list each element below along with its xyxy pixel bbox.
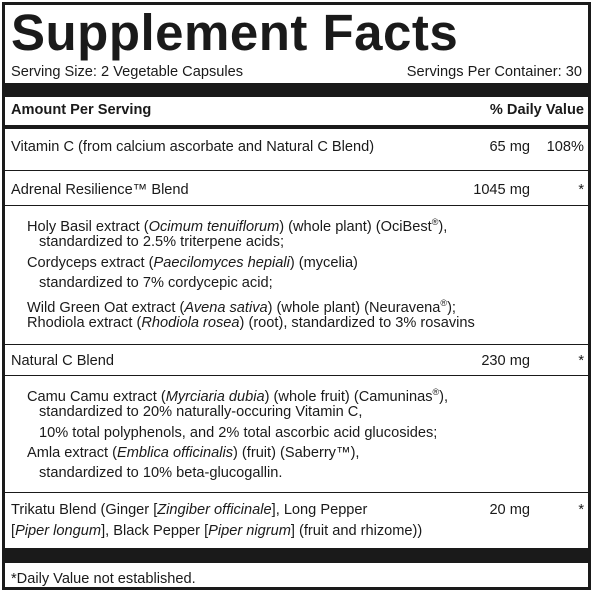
latin-name: Ocimum tenuiflorum <box>148 218 280 235</box>
ingredient-camu-camu-standard-2: 10% total polyphenols, and 2% total ascorbic acid glucosides; <box>39 424 438 441</box>
trikatu-line-1: Trikatu Blend (Ginger [Zingiber officinale], Long Pepper <box>11 502 368 518</box>
latin-name: Piper longum <box>15 523 102 539</box>
natural-c-dv: * <box>578 353 584 369</box>
ingredient-amla-standard: standardized to 10% beta-glucogallin. <box>39 465 283 482</box>
adrenal-blend-dv: * <box>578 182 584 198</box>
ingredient-rhodiola: Rhodiola extract (Rhodiola rosea) (root), standardized to 3% rosavins <box>27 315 475 332</box>
natural-c-amount: 230 mg <box>481 353 530 369</box>
serving-size: Serving Size: 2 Vegetable Capsules <box>11 64 244 80</box>
registered-mark: ® <box>431 217 439 227</box>
vitamin-c-amount: 65 mg <box>489 139 530 155</box>
divider <box>5 492 588 493</box>
ingredient-wild-green-oat: Wild Green Oat extract (Avena sativa) (whole plant) (Neuravena®); <box>27 298 456 317</box>
ingredient-holy-basil-standard: standardized to 2.5% triterpene acids; <box>39 234 284 251</box>
latin-name: Emblica officinalis <box>117 444 233 461</box>
latin-name: Rhodiola rosea <box>141 315 240 332</box>
divider <box>5 170 588 171</box>
latin-name: Piper nigrum <box>208 523 291 539</box>
ingredient-holy-basil: Holy Basil extract (Ocimum tenuiflorum) (whole plant) (OciBest®), <box>27 217 448 235</box>
natural-c-name: Natural C Blend <box>11 353 115 369</box>
ingredient-cordyceps-standard: standardized to 7% cordycepic acid; <box>39 274 273 291</box>
latin-name: Paecilomyces hepiali <box>153 254 290 271</box>
divider <box>5 375 588 376</box>
ingredient-cordyceps: Cordyceps extract (Paecilomyces hepiali) (mycelia) <box>27 254 358 271</box>
daily-value-header: % Daily Value <box>489 102 584 118</box>
header-divider <box>5 125 588 129</box>
trikatu-line-2: [Piper longum], Black Pepper [Piper nigrum] (fruit and rhizome)) <box>11 523 423 539</box>
latin-name: Zingiber officinale <box>157 502 272 518</box>
adrenal-blend-name: Adrenal Resilience™ Blend <box>11 182 189 198</box>
thick-divider-top <box>5 83 588 97</box>
registered-mark: ® <box>440 298 448 309</box>
divider <box>5 205 588 206</box>
footnote: *Daily Value not established. <box>11 571 196 587</box>
vitamin-c-name: Vitamin C (from calcium ascorbate and Natural C Blend) <box>11 139 375 155</box>
ingredient-amla: Amla extract (Emblica officinalis) (fruit) (Saberry™), <box>27 444 360 461</box>
ingredient-camu-camu: Camu Camu extract (Myrciaria dubia) (whole fruit) (Camuninas®), <box>27 387 449 405</box>
latin-name: Avena sativa <box>184 300 268 317</box>
ingredient-camu-camu-standard: standardized to 20% naturally-occuring Vitamin C, <box>39 404 363 421</box>
supplement-facts-panel <box>2 2 591 590</box>
vitamin-c-dv: 108% <box>546 139 584 155</box>
page-title: Supplement Facts <box>11 4 459 61</box>
natural-c-ingredients <box>27 382 448 483</box>
servings-per-container: Servings Per Container: 30 <box>406 64 582 80</box>
thick-divider-bottom <box>5 548 588 563</box>
trikatu-dv: * <box>578 502 584 518</box>
adrenal-ingredients <box>27 212 475 334</box>
latin-name: Myrciaria dubia <box>165 388 265 405</box>
adrenal-blend-amount: 1045 mg <box>473 182 530 198</box>
registered-mark: ® <box>432 387 440 397</box>
amount-per-serving-header: Amount Per Serving <box>11 102 152 118</box>
divider <box>5 344 588 345</box>
trikatu-amount: 20 mg <box>489 502 530 518</box>
trikatu-row <box>11 500 422 542</box>
